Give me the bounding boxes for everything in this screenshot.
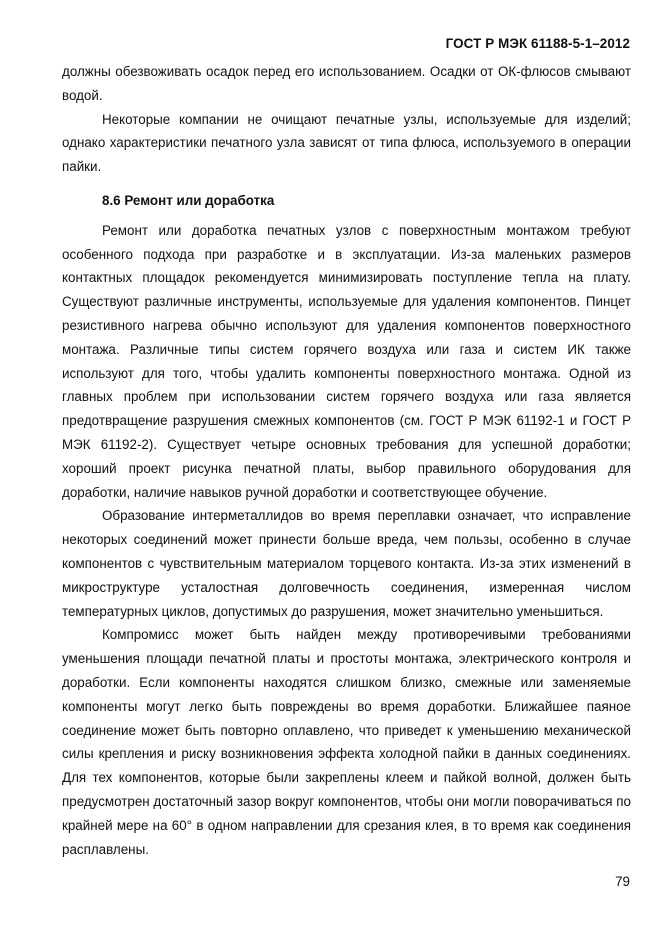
standard-code-header: ГОСТ Р МЭК 61188-5-1–2012 bbox=[445, 36, 630, 51]
paragraph: Ремонт или доработка печатных узлов с поверхностным монтажом требуют особенного подхода при разработке и в эксплуатации. Из-за маленьких размеров контактных площадок рекомендуется минимизировать поступление тепла на плату. Существуют различные инструменты, используемые для удаления компонентов. Пинцет резистивного нагрева обычно используют для удаления компонентов поверхностного монтажа. Различные типы систем горячего воздуха или газа и систем ИК также используют для того, чтобы удалить компоненты поверхностного монтажа. Одной из главных проблем при использовании систем горячего воздуха или газа является предотвращение разрушения смежных компонентов (см. ГОСТ Р МЭК 61192-1 и ГОСТ Р МЭК 61192-2). Существует четыре основных требования для успешной доработки; хороший проект рисунка печатной платы, выбор правильного оборудования для доработки, наличие навыков ручной доработки и соответствующее обучение. bbox=[62, 222, 631, 500]
paragraph: Некоторые компании не очищают печатные узлы, используемые для изделий; однако характеристики печатного узла зависят от типа флюса, используемого в операции пайки. bbox=[62, 111, 631, 175]
paragraph: должны обезвоживать осадок перед его использованием. Осадки от ОК-флюсов смывают водой. bbox=[62, 64, 631, 103]
page-number: 79 bbox=[615, 874, 630, 889]
paragraph: Образование интерметаллидов во время переплавки означает, что исправление некоторых соединений может принести больше вреда, чем пользы, особенно в случае компонентов с чувствительным материалом торцевого контакта. Из-за этих изменений в микроструктуре усталостная долговечность соединения, измеренная числом температурных циклов, допустимых до разрушения, может значительно уменьшиться. bbox=[62, 508, 631, 619]
paragraph: Компромисс может быть найден между противоречивыми требованиями уменьшения площади печатной платы и простоты монтажа, электрического контроля и доработки. Если компоненты находятся слишком близко, смежные или заменяемые компоненты могут легко быть повреждены во время доработки. Ближайшее паяное соединение может быть повторно оплавлено, что приведет к уменьшению механической силы крепления и риску возникновения эффекта холодной пайки в данных соединениях. Для тех компонентов, которые были закреплены клеем и пайкой волной, должен быть предусмотрен достаточный зазор вокруг компонентов, чтобы они могли поворачиваться по крайней мере на 60° в одном направлении для срезания клея, в то время как соединения расплавлены. bbox=[62, 627, 631, 857]
section-heading: 8.6 Ремонт или доработка bbox=[102, 192, 275, 208]
document-body bbox=[62, 60, 631, 861]
